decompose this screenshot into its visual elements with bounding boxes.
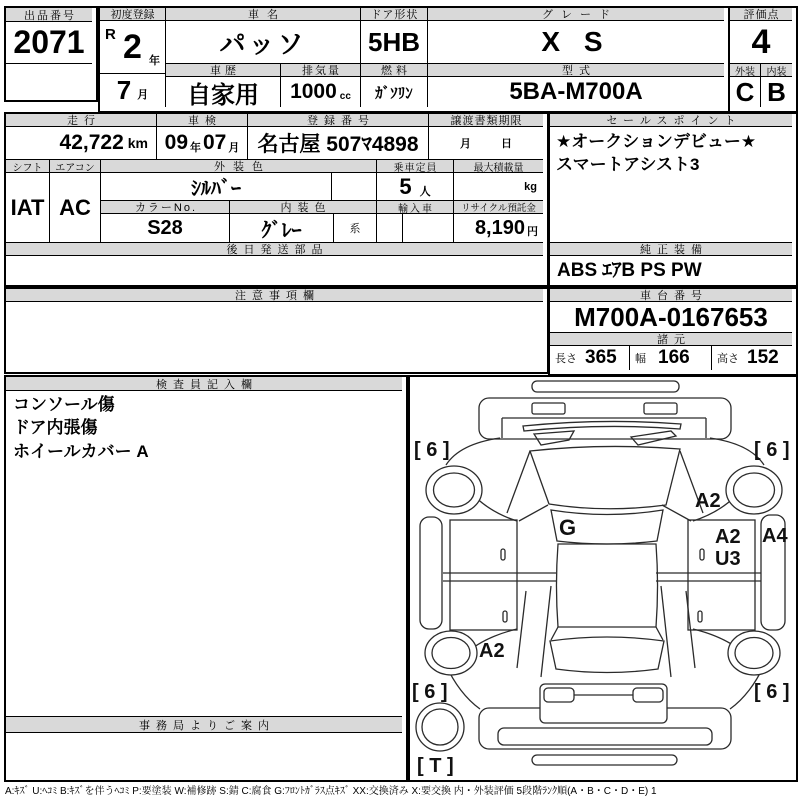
imported-car-value-cell	[403, 214, 454, 243]
damage-mark-door-front-right-2: U3	[715, 548, 741, 570]
rear-window	[550, 637, 664, 673]
aircon-value: AC	[50, 173, 101, 243]
spec-length: 長さ 365	[550, 346, 630, 370]
door-shape-label: ドア形状	[361, 8, 428, 21]
exterior-grade-label: 外装	[730, 64, 761, 77]
mileage-value: 42,722 km	[6, 127, 157, 160]
interior-grade-label: 内装	[761, 64, 792, 77]
damage-mark-door-front-right: A2	[715, 526, 741, 548]
exterior-grade-value: C	[730, 77, 761, 107]
shift-value: IAT	[6, 173, 50, 243]
equipment-label: 純正装備	[550, 243, 792, 256]
damage-mark-wheel-rear-left: [ 6 ]	[412, 681, 448, 703]
inspector-label: 検査員記入欄	[6, 377, 402, 391]
car-diagram	[410, 377, 792, 776]
equipment-value: ABS ｴｱB PS PW	[557, 260, 702, 281]
transfer-deadline-label: 譲渡書類期限	[429, 114, 543, 127]
chassis-label: 車台番号	[550, 289, 792, 302]
cautions-box	[4, 287, 549, 374]
front-bumper-strip	[532, 381, 679, 392]
imported-car-mark-cell	[377, 214, 403, 243]
damage-mark-wheel-front-left: [ 6 ]	[414, 439, 450, 461]
door-handle-rear-left	[503, 611, 507, 622]
chassis-value: M700A-0167653	[550, 302, 792, 333]
inspector-box	[4, 375, 408, 782]
interior-color-value: ｸﾞﾚｰ	[230, 214, 334, 243]
a-pillar-lines	[507, 451, 703, 521]
specs-label: 諸元	[550, 333, 792, 346]
wiper-left	[534, 431, 574, 445]
max-load-label: 最大積載量	[454, 160, 543, 173]
office-notice-content	[6, 733, 402, 776]
rear-bumper-strip	[532, 755, 677, 765]
damage-mark-quarter-rear-left: A2	[479, 640, 505, 662]
inspector-content: コンソール傷 ドア内張傷 ホイールカバー A	[6, 391, 402, 717]
damage-mark-wheel-front-right: [ 6 ]	[754, 439, 790, 461]
sales-points-label: セールスポイント	[550, 114, 792, 127]
tailgate	[540, 684, 667, 723]
transfer-deadline-value: 月 日	[429, 127, 543, 160]
vehicle-info-box	[4, 112, 549, 287]
registration-no-label: 登録番号	[248, 114, 429, 127]
imported-car-label: 輸入車	[377, 201, 454, 214]
headlight-right	[644, 403, 677, 414]
damage-mark-side-sill-right: A4	[762, 525, 788, 547]
windshield	[530, 446, 680, 508]
grade-value: X S	[428, 21, 724, 64]
color-no-value: S28	[101, 214, 230, 243]
first-registration-year: R 2 年	[100, 21, 166, 74]
seating-capacity-value: 5 人	[377, 173, 454, 201]
registration-no-value: 名古屋 507ﾏ4898	[248, 127, 429, 160]
chassis-box	[548, 287, 798, 376]
interior-color-label: 内装色	[230, 201, 377, 214]
fuel-value: ｶﾞｿﾘﾝ	[361, 77, 428, 107]
cowl-strip	[523, 421, 681, 431]
cautions-label: 注意事項欄	[6, 289, 543, 302]
color-no-label: カラーNo.	[101, 201, 230, 214]
sales-points-box	[548, 112, 798, 287]
recycle-deposit-label: リサイクル預託金	[454, 201, 543, 214]
max-load-value: kg	[454, 173, 543, 201]
score-box	[728, 6, 798, 113]
score-value: 4	[730, 21, 792, 64]
damage-diagram-box	[408, 375, 798, 782]
lot-number-label: 出品番号	[6, 8, 92, 22]
inspection-label: 車検	[157, 114, 248, 127]
displacement-label: 排気量	[281, 64, 361, 77]
inspection-value: 09 年 07 月	[157, 127, 248, 160]
recycle-deposit-value: 8,190 円	[454, 214, 543, 243]
score-label: 評価点	[730, 8, 792, 21]
exterior-color-value: ｼﾙﾊﾞｰ	[101, 173, 332, 201]
displacement-value: 1000 cc	[281, 77, 361, 107]
spec-height: 高さ 152	[717, 347, 779, 368]
first-registration-month: 7 月	[100, 74, 166, 107]
spare-tire	[416, 703, 464, 751]
grade-label: グレード	[428, 8, 724, 21]
car-history-label: 車歴	[166, 64, 281, 77]
side-sill-left	[420, 517, 442, 629]
quarter-panel-lines	[517, 586, 695, 677]
office-notice-label: 事務局よりご案内	[6, 717, 402, 733]
rear-window-flare	[551, 627, 663, 640]
car-history-value: 自家用	[166, 77, 281, 107]
damage-legend: A:ｷｽﾞ U:ﾍｺﾐ B:ｷｽﾞを伴うﾍｺﾐ P:要塗装 W:補修跡 S:錆 C:腐食 G:ﾌﾛﾝﾄｶﾞﾗｽ点ｷｽﾞ XX:交換済み X:要交換 内・外装評価 5段階ﾗﾝｸ順(A・B・C・D・E) 1	[5, 786, 657, 797]
fuel-label: 燃料	[361, 64, 428, 77]
sales-points-content: ★オークションデビュー★ スマートアシスト3	[550, 127, 792, 243]
door-handle-rear-right	[698, 611, 702, 622]
damage-mark-windshield: G	[559, 515, 577, 540]
rear-bumper-inner	[498, 728, 712, 745]
later-parts-label: 後日発送部品	[6, 243, 543, 256]
model-code-value: 5BA-M700A	[509, 78, 643, 105]
spec-width: 幅 166	[630, 346, 712, 370]
body-fold-lines	[443, 573, 762, 581]
wiper-right	[631, 431, 676, 445]
aircon-label: エアコン	[50, 160, 101, 173]
headlight-left	[532, 403, 565, 414]
first-registration-label: 初度登録	[100, 8, 166, 21]
exterior-color-label: 外装色	[101, 160, 377, 173]
door-handle-front-right	[700, 549, 704, 560]
later-parts-value	[6, 256, 543, 281]
door-shape-value: 5HB	[361, 21, 428, 64]
mileage-label: 走行	[6, 114, 157, 127]
lot-number-empty-cell	[6, 64, 92, 96]
car-name-label: 車名	[166, 8, 361, 21]
lot-number-box	[4, 6, 98, 102]
interior-grade-value: B	[767, 77, 786, 107]
car-name-value: パッソ	[166, 21, 361, 64]
lot-number-value: 2071	[6, 22, 92, 64]
damage-mark-wheel-rear-right: [ 6 ]	[754, 681, 790, 703]
shift-label: シフト	[6, 160, 50, 173]
model-code-label: 型式	[428, 64, 724, 77]
damage-mark-spare-tire: [ T ]	[417, 755, 454, 776]
door-handle-front-left	[501, 549, 505, 560]
roof-panel	[557, 544, 658, 627]
interior-color-suffix: 系	[334, 214, 377, 243]
seating-capacity-label: 乗車定員	[377, 160, 454, 173]
exterior-color-code-cell	[332, 173, 377, 201]
cautions-content	[6, 302, 543, 368]
damage-mark-fender-front-right: A2	[695, 490, 721, 512]
vehicle-top-box	[98, 6, 730, 113]
